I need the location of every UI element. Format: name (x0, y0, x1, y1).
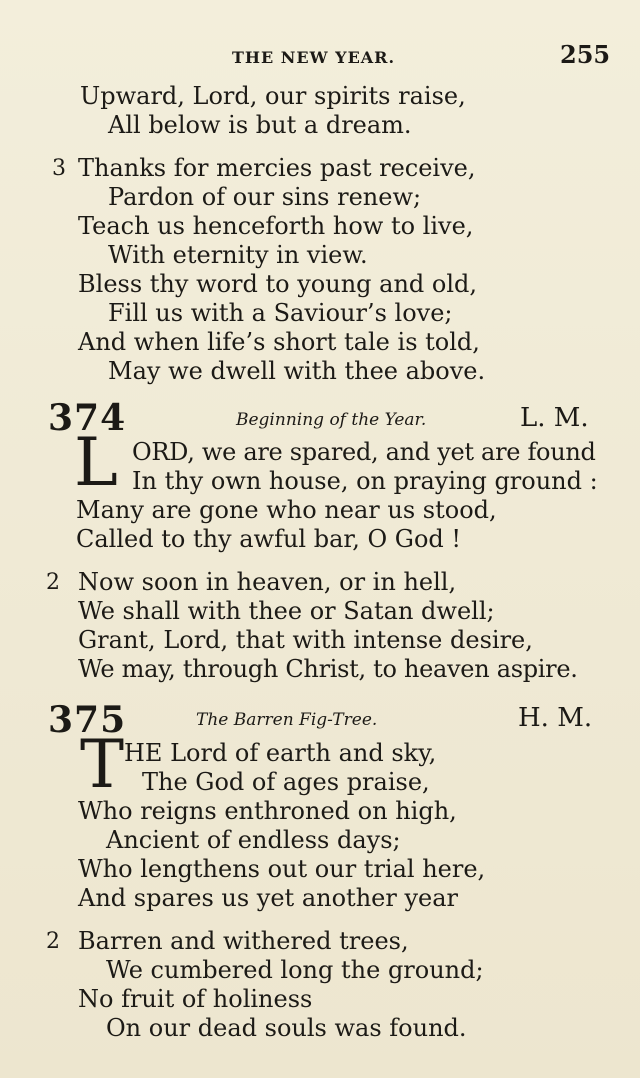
verse-line: We cumbered long the ground; (106, 956, 484, 984)
verse-line: We shall with thee or Satan dwell; (78, 597, 495, 625)
verse-line: Many are gone who near us stood, (76, 496, 497, 524)
verse-line: Fill us with a Saviour’s love; (108, 299, 453, 327)
hymn-number: 374 (48, 397, 127, 439)
verse-line: With eternity in view. (108, 241, 368, 269)
verse-line: HE Lord of earth and sky, (124, 739, 437, 767)
stanza-number: 3 (52, 156, 66, 181)
verse-line: All below is but a dream. (108, 111, 412, 139)
verse-line: And spares us yet another year (78, 884, 458, 912)
verse-line: Barren and withered trees, (78, 927, 409, 955)
verse-line: And when life’s short tale is told, (78, 328, 480, 356)
verse-line: Bless thy word to young and old, (78, 270, 478, 298)
stanza-number: 2 (46, 929, 60, 954)
verse-line: We may, through Christ, to heaven aspire. (78, 655, 578, 683)
verse-line: No fruit of holiness (78, 985, 313, 1013)
verse-line: Called to thy awful bar, O God ! (76, 525, 462, 553)
running-title: THE NEW YEAR. (232, 48, 396, 67)
hymn-number: 375 (48, 699, 127, 741)
drop-capital: L (74, 424, 118, 501)
verse-line: Grant, Lord, that with intense desire, (78, 626, 533, 654)
verse-line: Pardon of our sins renew; (108, 183, 422, 211)
verse-line: Who reigns enthroned on high, (78, 797, 457, 825)
verse-line: Teach us henceforth how to live, (78, 212, 474, 240)
hymn-title: Beginning of the Year. (236, 410, 427, 430)
verse-line: The God of ages praise, (142, 768, 430, 796)
drop-capital: T (80, 726, 125, 803)
verse-line: ORD, we are spared, and yet are found (132, 438, 596, 466)
hymn-meter: L. M. (520, 403, 589, 433)
stanza-number: 2 (46, 570, 60, 595)
verse-line: Now soon in heaven, or in hell, (78, 568, 457, 596)
verse-line: Who lengthens out our trial here, (78, 855, 486, 883)
verse-line: Upward, Lord, our spirits raise, (80, 82, 466, 110)
hymn-title: The Barren Fig-Tree. (196, 710, 378, 730)
verse-line: Thanks for mercies past receive, (78, 154, 476, 182)
page-number: 255 (560, 40, 611, 69)
verse-line: May we dwell with thee above. (108, 357, 486, 385)
hymn-meter: H. M. (518, 703, 593, 733)
page-header (0, 40, 640, 80)
verse-line: Ancient of endless days; (106, 826, 401, 854)
verse-line: On our dead souls was found. (106, 1014, 467, 1042)
verse-line: In thy own house, on praying ground : (132, 467, 598, 495)
